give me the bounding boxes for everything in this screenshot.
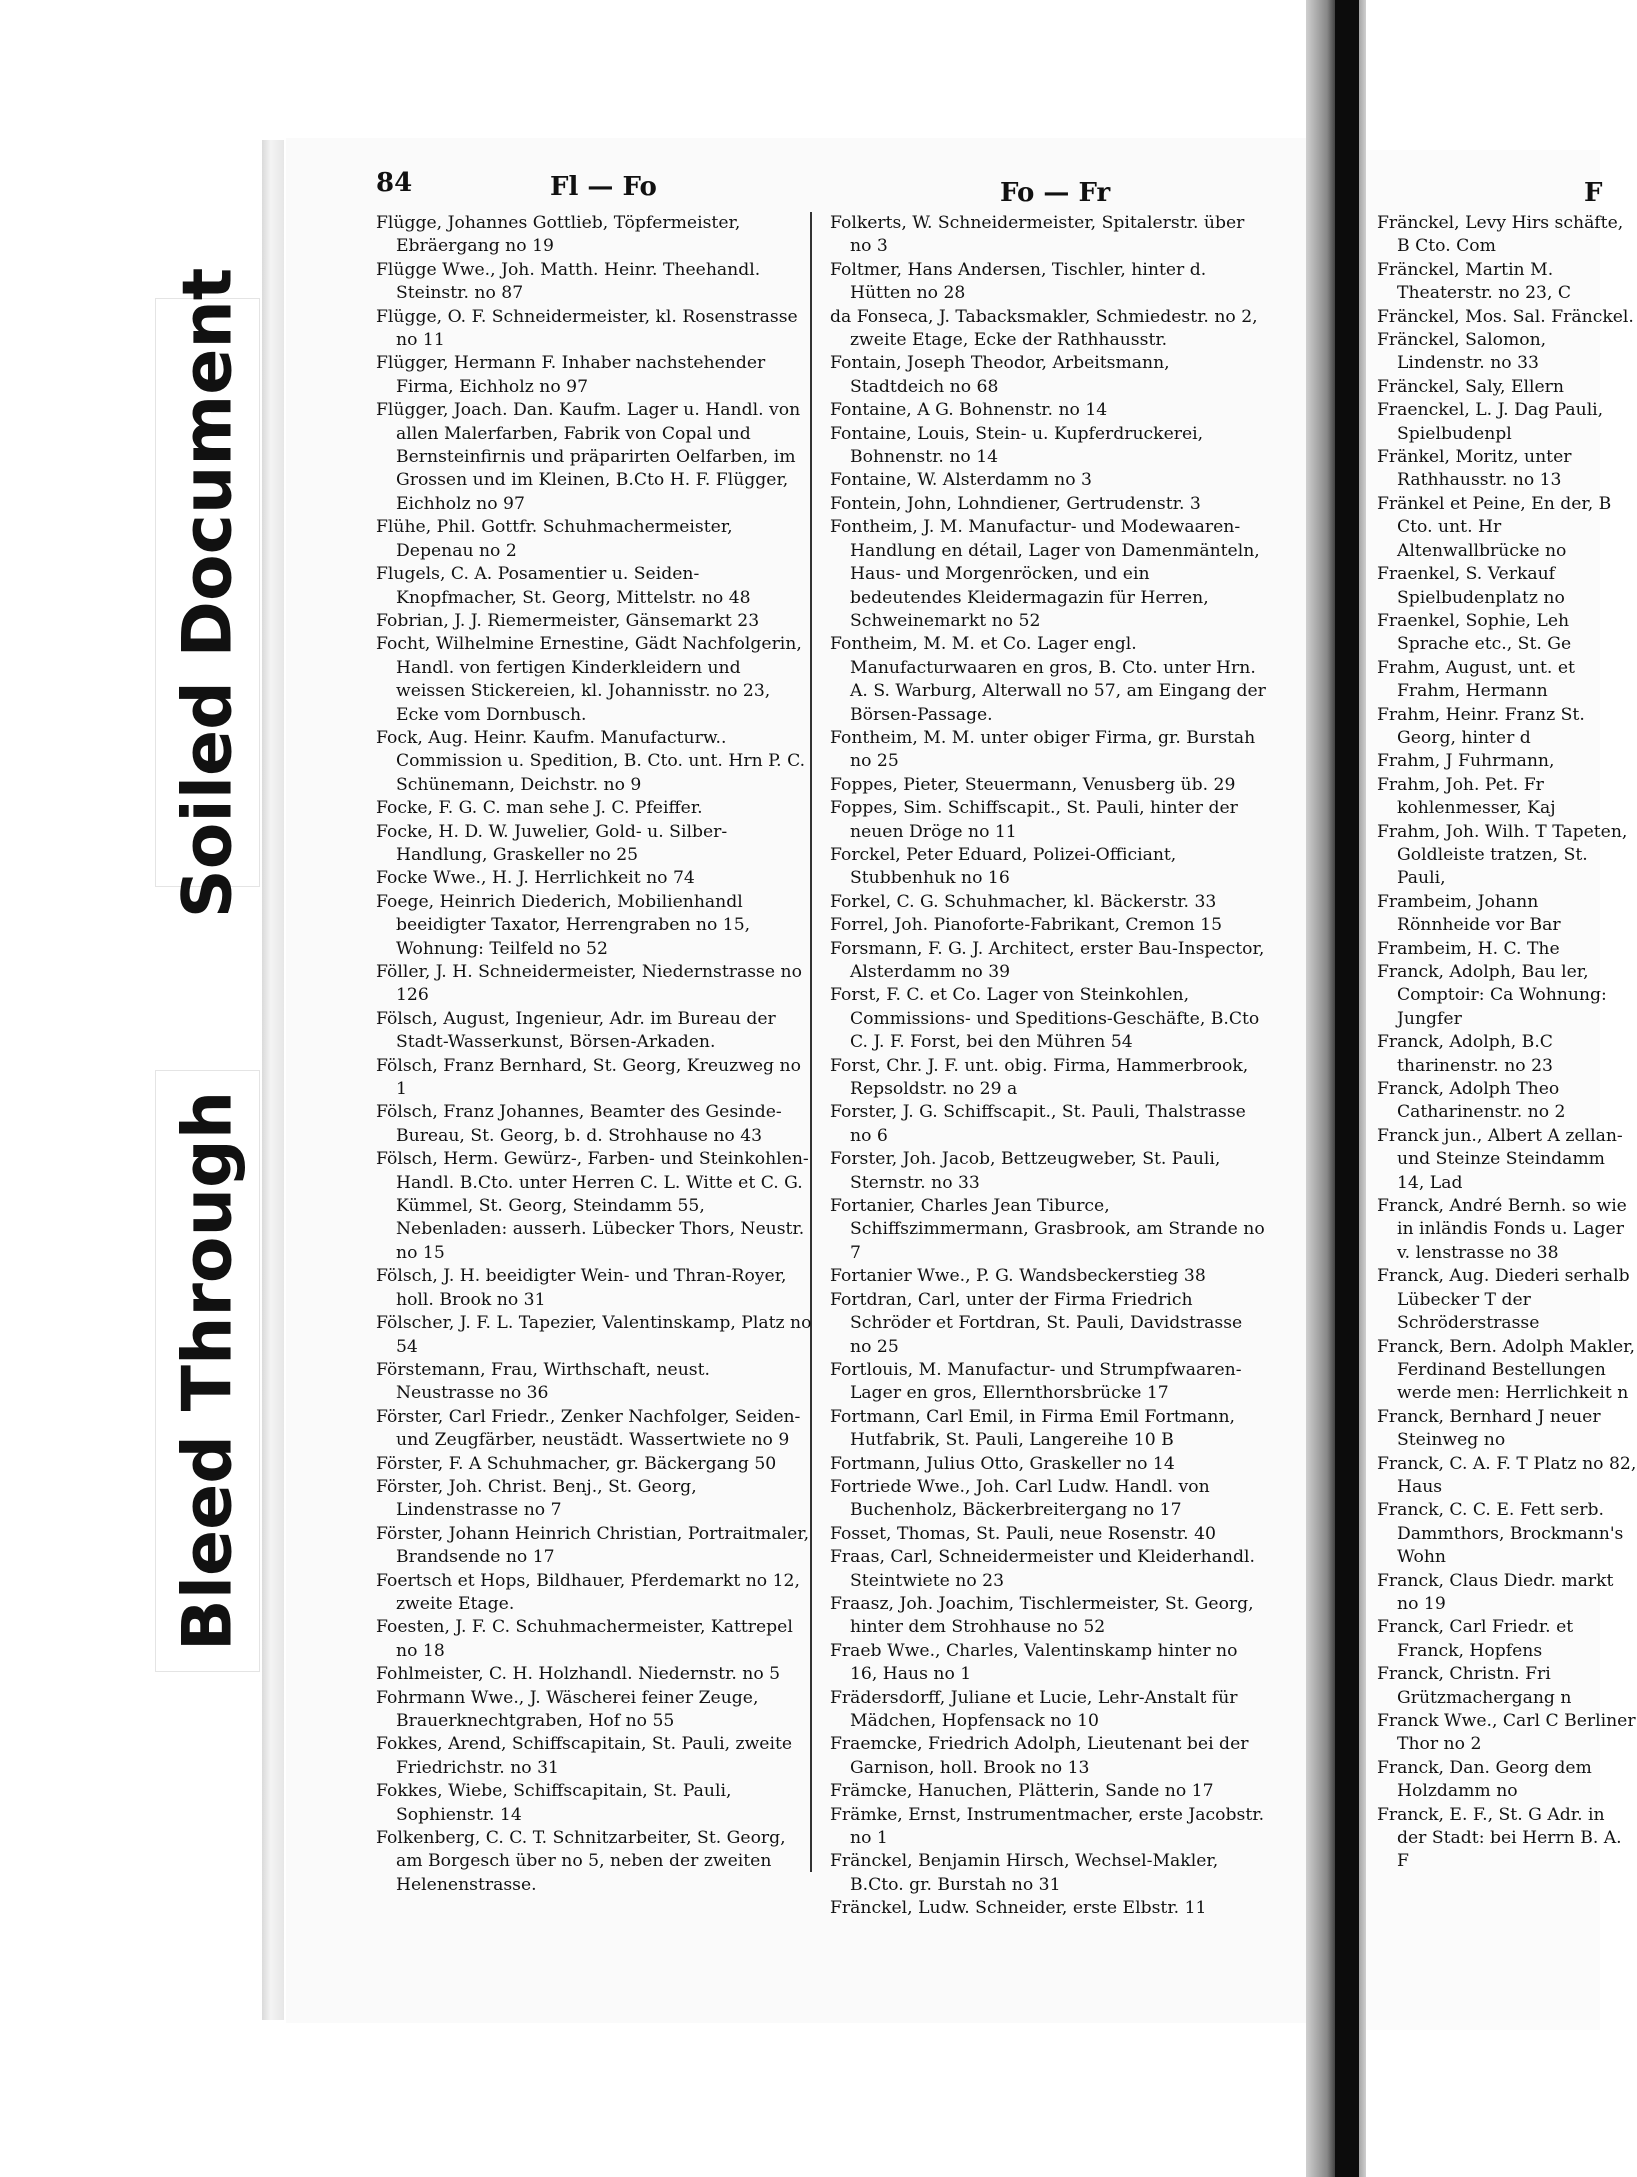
directory-entry: Fontaine, Louis, Stein- u. Kupferdruckerei, Bohnenstr. no 14 bbox=[830, 423, 1204, 468]
directory-entry: Fontein, John, Lohndiener, Gertrudenstr. 3 bbox=[830, 493, 1201, 514]
directory-entry: Focht, Wilhelmine Ernestine, Gädt Nachfolgerin, Handl. von fertigen Kinderkleidern und weissen Stickereien, kl. Johannisstr. no 23, Ecke vom Dornbusch. bbox=[376, 634, 802, 725]
directory-entry: Fränckel, Levy Hirs schäfte, B Cto. Com bbox=[1377, 213, 1624, 257]
directory-entry: Folkenberg, C. C. T. Schnitzarbeiter, St. Georg, am Borgesch über no 5, neben der zweiten Helenenstrasse. bbox=[376, 1828, 786, 1895]
directory-entry: Franck, André Bernh. so wie in inländis Fonds u. Lager v. lenstrasse no 38 bbox=[1377, 1196, 1627, 1263]
directory-entry: Fraas, Carl, Schneidermeister und Kleiderhandl. Steintwiete no 23 bbox=[830, 1547, 1255, 1591]
directory-entry: Fraenkel, Sophie, Leh Sprache etc., St. Ge bbox=[1377, 610, 1572, 655]
directory-entry: Flühe, Phil. Gottfr. Schuhmachermeister, Depenau no 2 bbox=[376, 517, 733, 561]
directory-entry: Fränckel, Salomon, Lindenstr. no 33 bbox=[1377, 330, 1547, 374]
left-column-head: Fl — Fo bbox=[550, 172, 657, 202]
directory-entry: Frahm, J Fuhrmann, bbox=[1377, 751, 1555, 772]
directory-entry: Fölsch, J. H. beeidigter Wein- und Thran-Royer, holl. Brook no 31 bbox=[376, 1266, 787, 1310]
directory-entry: da Fonseca, J. Tabacksmakler, Schmiedestr. no 2, zweite Etage, Ecke der Rathhausstr. bbox=[830, 306, 1258, 351]
directory-entry: Fosset, Thomas, St. Pauli, neue Rosenstr. 40 bbox=[830, 1523, 1216, 1544]
directory-entry: Franck, Adolph Theo Catharinenstr. no 2 bbox=[1377, 1079, 1566, 1123]
directory-entry: Forsmann, F. G. J. Architect, erster Bau-Inspector, Alsterdamm no 39 bbox=[830, 938, 1265, 982]
directory-entry: Fraenkel, S. Verkauf Spielbudenplatz no bbox=[1377, 564, 1565, 608]
directory-entry: Forrel, Joh. Pianoforte-Fabrikant, Cremon 15 bbox=[830, 915, 1223, 936]
directory-entry: Franck, Adolph, Bau ler, Comptoir: Ca Wohnung: Jungfer bbox=[1377, 962, 1607, 1029]
directory-entry: Franck jun., Albert A zellan- und Steinze Steindamm 14, Lad bbox=[1377, 1125, 1623, 1193]
directory-entry: Franck, C. A. F. T Platz no 82, Haus bbox=[1377, 1453, 1637, 1497]
directory-entry: Forst, Chr. J. F. unt. obig. Firma, Hammerbrook, Repsoldstr. no 29 a bbox=[830, 1055, 1249, 1100]
directory-entry: Frahm, August, unt. et Frahm, Hermann bbox=[1377, 657, 1575, 702]
directory-entry: Foertsch et Hops, Bildhauer, Pferdemarkt no 12, zweite Etage. bbox=[376, 1570, 800, 1614]
directory-entry: Främke, Ernst, Instrumentmacher, erste Jacobstr. no 1 bbox=[830, 1804, 1265, 1849]
directory-entry: Flügger, Joach. Dan. Kaufm. Lager u. Handl. von allen Malerfarben, Fabrik von Copal und Bernsteinfirnis und präparirten Oelfarben, im Grossen und im Kleinen, B.Cto H. F. Flügger, Eichholz no 97 bbox=[376, 400, 801, 514]
directory-entry: Förster, F. A Schuhmacher, gr. Bäckergang 50 bbox=[376, 1453, 777, 1474]
directory-entry: Forster, Joh. Jacob, Bettzeugweber, St. Pauli, Sternstr. no 33 bbox=[830, 1149, 1221, 1193]
directory-entry: Fontheim, M. M. unter obiger Firma, gr. Burstah no 25 bbox=[830, 727, 1256, 772]
soiled-document-label: Soiled Document bbox=[168, 267, 247, 918]
directory-entry: Forckel, Peter Eduard, Polizei-Officiant, Stubbenhuk no 16 bbox=[830, 844, 1177, 889]
directory-entry: Fortmann, Julius Otto, Graskeller no 14 bbox=[830, 1453, 1175, 1474]
page-number: 84 bbox=[376, 168, 413, 198]
far-page-head: F bbox=[1584, 178, 1603, 208]
soiled-document-label-box bbox=[155, 267, 260, 918]
directory-entry: Fortanier, Charles Jean Tiburce, Schiffszimmermann, Grasbrook, am Strande no 7 bbox=[830, 1196, 1265, 1263]
directory-entry: Forster, J. G. Schiffscapit., St. Pauli, Thalstrasse no 6 bbox=[830, 1102, 1246, 1146]
directory-entry: Fock, Aug. Heinr. Kaufm. Manufacturw.. Commission u. Spedition, B. Cto. unt. Hrn P. C. Schünemann, Deichstr. no 9 bbox=[376, 727, 806, 795]
directory-entry: Fohlmeister, C. H. Holzhandl. Niedernstr. no 5 bbox=[376, 1664, 781, 1685]
directory-entry: Frahm, Joh. Pet. Fr kohlenmesser, Kaj bbox=[1377, 774, 1556, 819]
directory-entry: Foesten, J. F. C. Schuhmachermeister, Kattrepel no 18 bbox=[376, 1617, 793, 1661]
directory-entry: Frädersdorff, Juliane et Lucie, Lehr-Anstalt für Mädchen, Hopfensack no 10 bbox=[830, 1687, 1238, 1731]
directory-entry: Fontaine, W. Alsterdamm no 3 bbox=[830, 470, 1092, 491]
directory-entry: Flügge Wwe., Joh. Matth. Heinr. Theehandl. Steinstr. no 87 bbox=[376, 259, 761, 304]
directory-entry: Fölsch, August, Ingenieur, Adr. im Bureau der Stadt-Wasserkunst, Börsen-Arkaden. bbox=[376, 1008, 776, 1053]
directory-entry: Forkel, C. G. Schuhmacher, kl. Bäckerstr. 33 bbox=[830, 891, 1217, 912]
directory-entry: Fortanier Wwe., P. G. Wandsbeckerstieg 38 bbox=[830, 1266, 1206, 1287]
book-spine bbox=[1335, 0, 1359, 2177]
directory-entry: Fohrmann Wwe., J. Wäscherei feiner Zeuge, Brauerknechtgraben, Hof no 55 bbox=[376, 1687, 759, 1731]
directory-entry: Franck, Adolph, B.C tharinenstr. no 23 bbox=[1377, 1032, 1553, 1076]
directory-entry: Fränckel, Mos. Sal. Fränckel. bbox=[1377, 306, 1634, 327]
directory-entry: Frahm, Heinr. Franz St. Georg, hinter d bbox=[1377, 704, 1585, 748]
directory-entry: Foppes, Sim. Schiffscapit., St. Pauli, hinter der neuen Dröge no 11 bbox=[830, 798, 1238, 842]
directory-entry: Fölsch, Herm. Gewürz-, Farben- und Steinkohlen-Handl. B.Cto. unter Herren C. L. Witte et C. G. Kümmel, St. Georg, Steindamm 55, Nebenladen: ausserh. Lübecker Thors, Neustr. no 15 bbox=[376, 1149, 809, 1263]
directory-entry: Förster, Carl Friedr., Zenker Nachfolger, Seiden- und Zeugfärber, neustädt. Wassertwiete no 9 bbox=[376, 1406, 801, 1451]
directory-entry: Focke, H. D. W. Juwelier, Gold- u. Silber-Handlung, Graskeller no 25 bbox=[376, 821, 728, 865]
directory-entry: Franck, Dan. Georg dem Holzdamm no bbox=[1377, 1757, 1592, 1802]
directory-entry: Fontheim, J. M. Manufactur- und Modewaaren-Handlung en détail, Lager von Damenmänteln, Haus- und Morgenröcken, und ein bedeutendes Kleidermagazin für Herren, Schweinemarkt no 52 bbox=[830, 517, 1260, 631]
directory-entry: Fränkel et Peine, En der, B Cto. unt. Hr Altenwallbrücke no bbox=[1377, 493, 1612, 561]
directory-entry: Franck, Claus Diedr. markt no 19 bbox=[1377, 1570, 1614, 1614]
directory-entry: Fölsch, Franz Johannes, Beamter des Gesinde-Bureau, St. Georg, b. d. Strohhause no 43 bbox=[376, 1102, 782, 1146]
page-stack-edge bbox=[262, 140, 284, 2020]
directory-entry: Fränckel, Saly, Ellern bbox=[1377, 376, 1564, 397]
directory-entry: Foppes, Pieter, Steuermann, Venusberg üb. 29 bbox=[830, 774, 1236, 795]
directory-entry: Fontain, Joseph Theodor, Arbeitsmann, Stadtdeich no 68 bbox=[830, 353, 1170, 397]
directory-entry: Förstemann, Frau, Wirthschaft, neust. Neustrasse no 36 bbox=[376, 1359, 710, 1404]
right-column-head: Fo — Fr bbox=[1000, 178, 1111, 208]
directory-entry: Fraenckel, L. J. Dag Pauli, Spielbudenpl bbox=[1377, 400, 1604, 444]
directory-entry: Fölscher, J. F. L. Tapezier, Valentinskamp, Platz no 54 bbox=[376, 1313, 812, 1357]
directory-entry: Fontheim, M. M. et Co. Lager engl. Manufacturwaaren en gros, B. Cto. unter Hrn. A. S. Warburg, Alterwall no 57, am Eingang der Börsen-Passage. bbox=[830, 634, 1266, 725]
directory-entry: Franck Wwe., Carl C Berliner Thor no 2 bbox=[1377, 1711, 1636, 1755]
directory-entry: Franck, Aug. Diederi serhalb Lübecker T der Schröderstrasse bbox=[1377, 1266, 1630, 1334]
directory-entry: Fontaine, A G. Bohnenstr. no 14 bbox=[830, 400, 1108, 421]
directory-entry: Franck, E. F., St. G Adr. in der Stadt: bei Herrn B. A. F bbox=[1377, 1804, 1622, 1872]
directory-entry: Frahm, Joh. Wilh. T Tapeten, Goldleiste tratzen, St. Pauli, bbox=[1377, 821, 1628, 889]
directory-entry: Forst, F. C. et Co. Lager von Steinkohlen, Commissions- und Speditions-Geschäfte, B.Cto C. J. F. Forst, bei den Mühren 54 bbox=[830, 985, 1260, 1053]
directory-entry: Fortdran, Carl, unter der Firma Friedrich Schröder et Fortdran, St. Pauli, Davidstrasse no 25 bbox=[830, 1289, 1243, 1357]
directory-entry: Fraemcke, Friedrich Adolph, Lieutenant bei der Garnison, holl. Brook no 13 bbox=[830, 1734, 1249, 1778]
directory-entry: Fokkes, Wiebe, Schiffscapitain, St. Pauli, Sophienstr. 14 bbox=[376, 1781, 732, 1825]
directory-entry: Fokkes, Arend, Schiffscapitain, St. Pauli, zweite Friedrichstr. no 31 bbox=[376, 1734, 793, 1778]
bleed-through-label-box bbox=[155, 1070, 260, 1672]
directory-entry: Fölsch, Franz Bernhard, St. Georg, Kreuzweg no 1 bbox=[376, 1055, 801, 1100]
directory-entry: Flügge, O. F. Schneidermeister, kl. Rosenstrasse no 11 bbox=[376, 306, 798, 351]
directory-entry: Flugels, C. A. Posamentier u. Seiden-Knopfmacher, St. Georg, Mittelstr. no 48 bbox=[376, 564, 751, 608]
directory-entry: Foege, Heinrich Diederich, Mobilienhandl beeidigter Taxator, Herrengraben no 15, Wohnung: Teilfeld no 52 bbox=[376, 891, 751, 959]
directory-entry: Föller, J. H. Schneidermeister, Niedernstrasse no 126 bbox=[376, 962, 802, 1006]
directory-entry: Fortmann, Carl Emil, in Firma Emil Fortmann, Hutfabrik, St. Pauli, Langereihe 10 B bbox=[830, 1406, 1235, 1451]
directory-entry: Fränckel, Ludw. Schneider, erste Elbstr. 11 bbox=[830, 1898, 1207, 1919]
directory-entry: Flügge, Johannes Gottlieb, Töpfermeister, Ebräergang no 19 bbox=[376, 213, 741, 257]
directory-column-far bbox=[1377, 212, 1637, 1874]
directory-entry: Flügger, Hermann F. Inhaber nachstehender Firma, Eichholz no 97 bbox=[376, 353, 766, 397]
directory-column-left bbox=[376, 212, 812, 1897]
directory-entry: Fränkel, Moritz, unter Rathhausstr. no 13 bbox=[1377, 447, 1572, 491]
directory-entry: Foltmer, Hans Andersen, Tischler, hinter d. Hütten no 28 bbox=[830, 259, 1207, 304]
directory-entry: Fortlouis, M. Manufactur- und Strumpfwaaren-Lager en gros, Ellernthorsbrücke 17 bbox=[830, 1359, 1242, 1404]
directory-entry: Folkerts, W. Schneidermeister, Spitalerstr. über no 3 bbox=[830, 213, 1245, 257]
directory-entry: Frambeim, H. C. The bbox=[1377, 938, 1560, 959]
directory-entry: Fobrian, J. J. Riemermeister, Gänsemarkt 23 bbox=[376, 610, 760, 631]
directory-entry: Franck, Christn. Fri Grützmachergang n bbox=[1377, 1664, 1572, 1708]
directory-entry: Franck, C. C. E. Fett serb. Dammthors, Brockmann's Wohn bbox=[1377, 1500, 1624, 1568]
bleed-through-label: Bleed Through bbox=[168, 1090, 247, 1652]
directory-entry: Franck, Carl Friedr. et Franck, Hopfens bbox=[1377, 1617, 1574, 1661]
directory-column-right bbox=[830, 212, 1266, 1921]
directory-entry: Focke Wwe., H. J. Herrlichkeit no 74 bbox=[376, 868, 695, 889]
directory-entry: Fränckel, Martin M. Theaterstr. no 23, C bbox=[1377, 259, 1572, 304]
directory-entry: Fraasz, Joh. Joachim, Tischlermeister, St. Georg, hinter dem Strohhause no 52 bbox=[830, 1593, 1254, 1638]
directory-entry: Fraeb Wwe., Charles, Valentinskamp hinter no 16, Haus no 1 bbox=[830, 1640, 1238, 1685]
directory-entry: Förster, Joh. Christ. Benj., St. Georg, Lindenstrasse no 7 bbox=[376, 1476, 697, 1521]
directory-entry: Främcke, Hanuchen, Plätterin, Sande no 17 bbox=[830, 1781, 1214, 1802]
directory-entry: Franck, Bern. Adolph Makler, Ferdinand Bestellungen werde men: Herrlichkeit n bbox=[1377, 1336, 1635, 1404]
directory-entry: Franck, Bernhard J neuer Steinweg no bbox=[1377, 1406, 1601, 1451]
directory-entry: Förster, Johann Heinrich Christian, Portraitmaler, Brandsende no 17 bbox=[376, 1523, 810, 1568]
directory-entry: Fränckel, Benjamin Hirsch, Wechsel-Makler, B.Cto. gr. Burstah no 31 bbox=[830, 1851, 1219, 1895]
directory-entry: Focke, F. G. C. man sehe J. C. Pfeiffer. bbox=[376, 798, 703, 819]
directory-entry: Fortriede Wwe., Joh. Carl Ludw. Handl. von Buchenholz, Bäckerbreitergang no 17 bbox=[830, 1476, 1210, 1521]
directory-entry: Frambeim, Johann Rönnheide vor Bar bbox=[1377, 891, 1561, 936]
